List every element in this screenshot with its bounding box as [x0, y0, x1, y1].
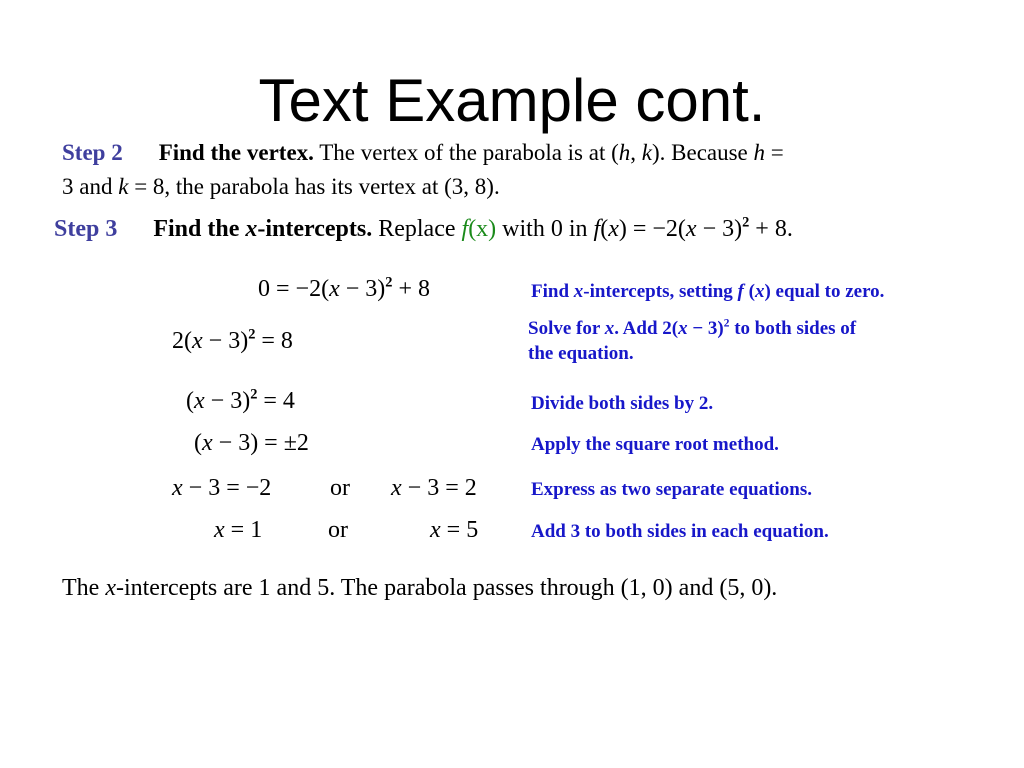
eq-text: = 1 [224, 517, 263, 543]
note-2-line2: the equation. [528, 343, 634, 364]
var-x: x [194, 388, 205, 414]
exponent: 2 [250, 386, 258, 403]
note-text: to both sides of [729, 318, 857, 339]
var-x: x [608, 216, 619, 242]
step3-heading: Find the [153, 216, 246, 242]
eq-text: 2( [172, 328, 192, 354]
step2-text: = [765, 140, 784, 165]
step2-text: 3 and [62, 174, 119, 199]
var-h: h [753, 140, 766, 165]
var-x: x [245, 216, 258, 242]
step2-text: ). Because [651, 140, 754, 165]
equation-2 [172, 326, 293, 356]
var-k: k [641, 140, 652, 165]
step3-text: − 3) [696, 216, 743, 242]
equation-1 [258, 274, 430, 304]
equation-5-right [391, 473, 477, 503]
var-h: h [618, 140, 631, 165]
conclusion [62, 573, 777, 603]
exponent: 2 [248, 326, 256, 343]
step2-label: Step 2 [62, 140, 123, 165]
note-1 [531, 280, 884, 304]
step3-text: ( [600, 216, 609, 242]
conclusion-text: The [62, 575, 106, 601]
note-5: Express as two separate equations. [531, 479, 812, 500]
step2-text: , [630, 140, 642, 165]
var-x: x [192, 328, 203, 354]
note-text: . Add 2( [614, 318, 679, 339]
eq-text: = 4 [257, 388, 295, 414]
step2-text: The vertex of the parabola is at ( [313, 140, 619, 165]
var-x: x [202, 430, 213, 456]
step3-text: + 8. [749, 216, 793, 242]
equation-5-or: or [330, 475, 350, 501]
var-x: x [391, 475, 402, 501]
eq-text: − 3) = ±2 [212, 430, 309, 456]
note-text: Find [531, 281, 574, 302]
eq-text: − 3) [339, 276, 386, 302]
eq-text: ( [194, 430, 202, 456]
note-6: Add 3 to both sides in each equation. [531, 521, 829, 542]
var-x: x [329, 276, 340, 302]
exponent: 2 [723, 317, 730, 330]
var-x: x [678, 318, 688, 339]
step3-text: Replace [372, 216, 462, 242]
step2-line1 [62, 136, 784, 170]
var-f: f [737, 281, 744, 302]
step3-text: ) = −2( [618, 216, 686, 242]
var-k: k [118, 174, 129, 199]
step2-text: the parabola has its vertex at (3, 8). [170, 174, 500, 199]
var-f: f [461, 216, 469, 242]
var-x: x [754, 281, 765, 302]
var-x: x [685, 216, 697, 242]
note-text: -intercepts, setting [583, 281, 738, 302]
exponent: 2 [742, 214, 750, 231]
var-f: f [593, 216, 601, 242]
note-4: Apply the square root method. [531, 434, 779, 455]
equation-6-or: or [328, 517, 348, 543]
eq-text: + 8 [392, 276, 430, 302]
step2-heading: Find the vertex. [158, 140, 314, 165]
slide-title: Text Example cont. [258, 67, 766, 134]
note-text: ) equal to zero. [764, 281, 885, 302]
var-x: x [604, 318, 615, 339]
var-x: x [573, 281, 584, 302]
var-x: x [172, 475, 183, 501]
step3-text: with 0 in [496, 216, 594, 242]
step3-line [54, 214, 793, 244]
var-x: x [214, 517, 225, 543]
equation-6 [214, 515, 262, 545]
step2-line2 [62, 170, 500, 204]
eq-text: 0 = −2( [258, 276, 330, 302]
note-3: Divide both sides by 2. [531, 393, 714, 414]
eq-text: ( [186, 388, 194, 414]
fx-green: (x) [468, 216, 497, 242]
note-2-line1 [528, 317, 856, 341]
eq-text: = 5 [440, 517, 479, 543]
var-x: x [105, 575, 116, 601]
eq-text: − 3) [204, 388, 251, 414]
step2-text: = 8, [128, 174, 171, 199]
equation-3 [186, 386, 295, 416]
step3-heading: -intercepts. [257, 216, 373, 242]
eq-text: = 8 [255, 328, 293, 354]
step3-label: Step 3 [54, 216, 118, 242]
eq-text: − 3 = −2 [182, 475, 272, 501]
equation-4 [194, 428, 309, 458]
eq-text: − 3 = 2 [401, 475, 477, 501]
note-text: Solve for [528, 318, 605, 339]
eq-text: − 3) [202, 328, 249, 354]
var-x: x [430, 517, 441, 543]
equation-5 [172, 473, 271, 503]
equation-6-right [430, 515, 478, 545]
note-text: ( [743, 281, 755, 302]
exponent: 2 [385, 274, 393, 291]
conclusion-text: -intercepts are 1 and 5. The parabola passes through (1, 0) and (5, 0). [115, 575, 778, 601]
note-text: − 3) [687, 318, 724, 339]
